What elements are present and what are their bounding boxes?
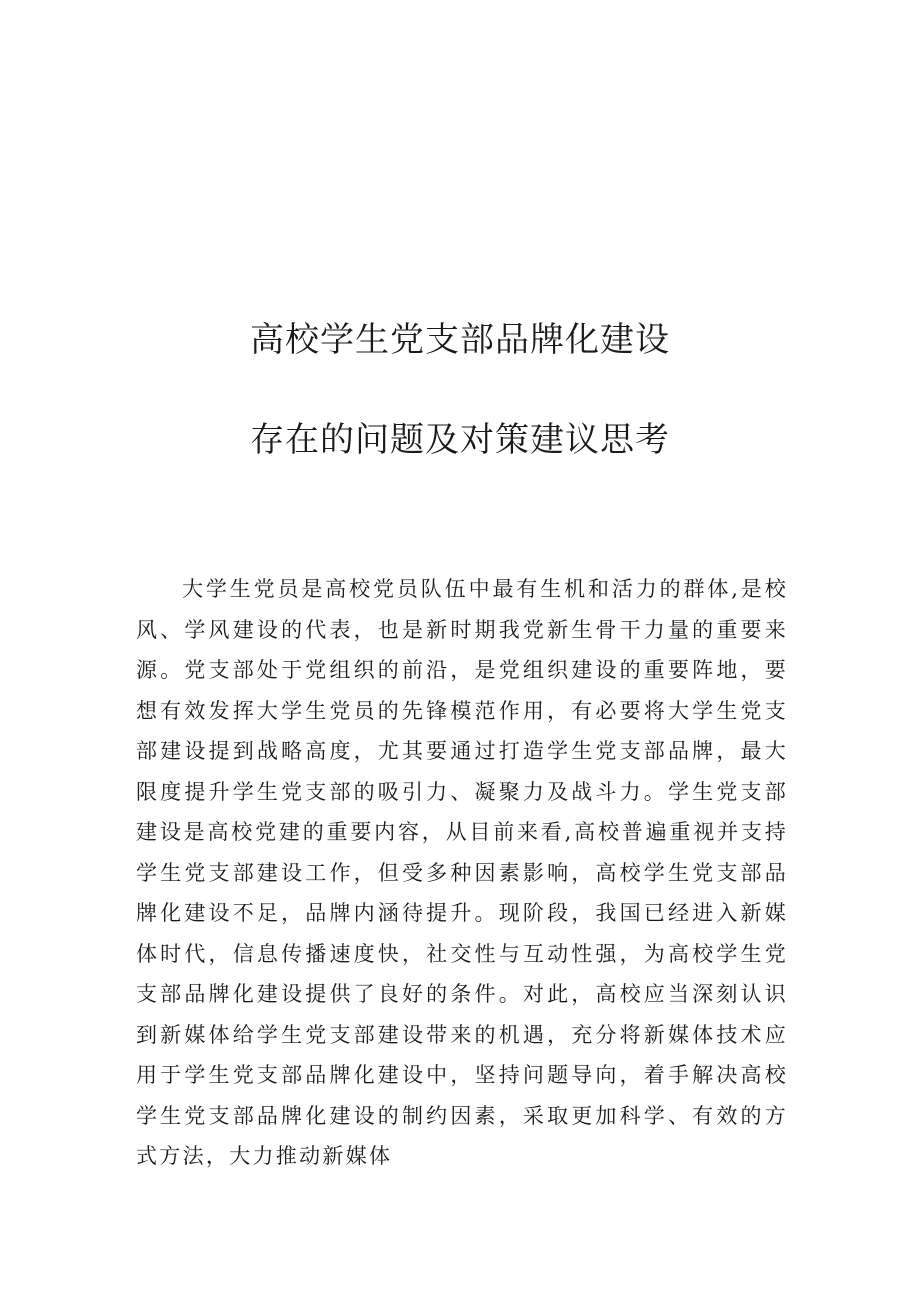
- document-title-line-2: 存在的问题及对策建议思考: [250, 420, 670, 460]
- body-paragraph: 大学生党员是高校党员队伍中最有生机和活力的群体,是校风、学风建设的代表，也是新时期我党新生骨干力量的重要来源。党支部处于党组织的前沿，是党组织建设的重要阵地，要想有效发挥大学生党员的先锋模范作用，有必要将大学生党支部建设提到战略高度，尤其要通过打造学生党支部品牌，最大限度提升学生党支部的吸引力、凝聚力及战斗力。学生党支部建设是高校党建的重要内容，从目前来看,高校普遍重视并支持学生党支部建设工作，但受多种因素影响，高校学生党支部品牌化建设不足，品牌内涵待提升。现阶段，我国已经进入新媒体时代，信息传播速度快，社交性与互动性强，为高校学生党支部品牌化建设提供了良好的条件。对此，高校应当深刻认识到新媒体给学生党支部建设带来的机遇，充分将新媒体技术应用于学生党支部品牌化建设中，坚持问题导向，着手解决高校学生党支部品牌化建设的制约因素，采取更加科学、有效的方式方法，大力推动新媒体: [136, 577, 788, 1168]
- document-title-line-1: 高校学生党支部品牌化建设: [250, 320, 670, 360]
